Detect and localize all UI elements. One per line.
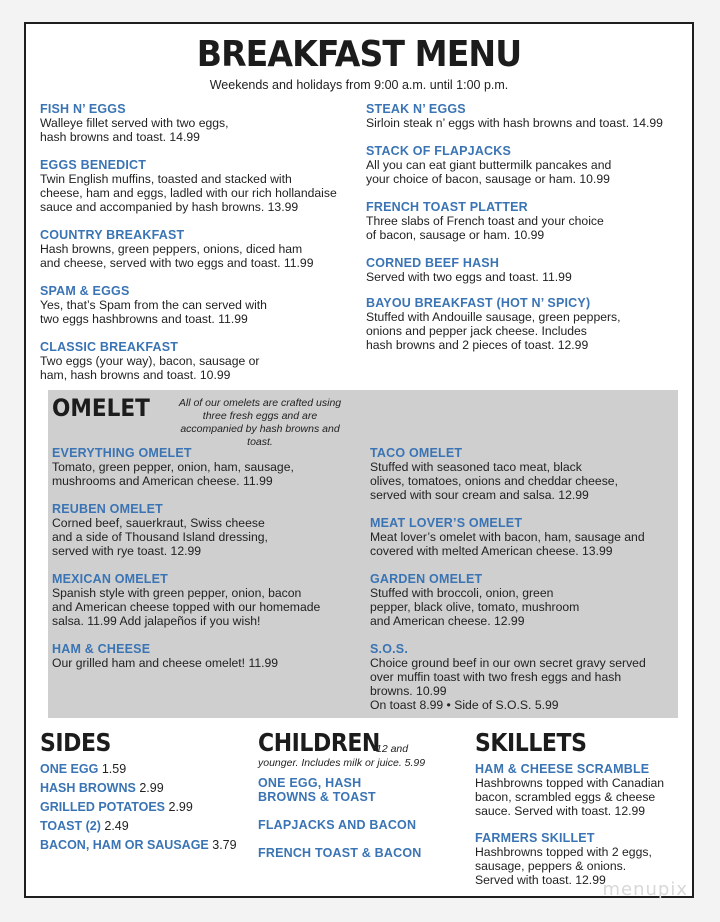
side-name: TOAST (2) [40, 819, 101, 833]
item-desc-line: hash browns and 2 pieces of toast. 12.99 [366, 338, 589, 352]
omelet-title: OMELET [52, 394, 150, 422]
menu-item-everything-omelet [52, 446, 294, 488]
item-desc-line: Spanish style with green pepper, onion, bacon [52, 586, 302, 600]
item-desc-line: Meat lover’s omelet with bacon, ham, sausage and [370, 530, 645, 544]
item-name: EVERYTHING OMELET [52, 446, 192, 460]
item-desc-line: Stuffed with broccoli, onion, green [370, 586, 554, 600]
item-name: CORNED BEEF HASH [366, 256, 500, 270]
item-desc-line: onions and pepper jack cheese. Includes [366, 324, 587, 338]
children-title: CHILDREN [258, 728, 380, 757]
menu-item-french-toast-platter [366, 200, 604, 242]
menu-item-sos [370, 642, 646, 712]
side-item [40, 819, 129, 833]
item-desc-line: sauce. Served with toast. 12.99 [475, 804, 646, 818]
menu-item-spam-and-eggs [40, 284, 267, 326]
children-item [258, 776, 376, 804]
item-desc-line: All you can eat giant buttermilk pancakes and [366, 158, 612, 172]
item-name: FARMERS SKILLET [475, 831, 595, 845]
item-desc-line: Sirloin steak n’ eggs with hash browns and toast. 14.99 [366, 116, 663, 130]
item-name: GARDEN OMELET [370, 572, 483, 586]
item-name: STACK OF FLAPJACKS [366, 144, 512, 158]
menu-item-steak-n-eggs [366, 102, 663, 130]
item-desc-line: Served with toast. 12.99 [475, 873, 606, 887]
side-price: 2.99 [168, 800, 193, 814]
item-name: TACO OMELET [370, 446, 463, 460]
item-desc-line: On toast 8.99 • Side of S.O.S. 5.99 [370, 698, 559, 712]
item-desc-line: Three slabs of French toast and your choice [366, 214, 604, 228]
item-name: FRENCH TOAST & BACON [258, 846, 422, 860]
item-name: FISH N’ EGGS [40, 102, 126, 116]
item-desc-line: covered with melted American cheese. 13.99 [370, 544, 613, 558]
item-desc-line: Corned beef, sauerkraut, Swiss cheese [52, 516, 265, 530]
item-desc-line: salsa. 11.99 Add jalapeños if you wish! [52, 614, 261, 628]
item-desc-line: Stuffed with seasoned taco meat, black [370, 460, 582, 474]
children-note: 12 and [376, 743, 409, 755]
item-desc-line: Two eggs (your way), bacon, sausage or [40, 354, 260, 368]
item-name: S.O.S. [370, 642, 409, 656]
menu-item-eggs-benedict [40, 158, 337, 214]
menu-item-classic-breakfast [40, 340, 260, 382]
side-item [40, 762, 126, 776]
item-desc-line: olives, tomatoes, onions and cheddar cheese, [370, 474, 618, 488]
side-name: BACON, HAM OR SAUSAGE [40, 838, 209, 852]
side-item [40, 781, 164, 795]
item-name: BROWNS & TOAST [258, 790, 376, 804]
item-name: HAM & CHEESE [52, 642, 151, 656]
item-name: MEAT LOVER’S OMELET [370, 516, 523, 530]
item-desc-line: Walleye fillet served with two eggs, [40, 116, 229, 130]
menu-item-stack-of-flapjacks [366, 144, 611, 186]
menu-item-fish-n-eggs [40, 102, 229, 144]
item-desc-line: sausage, peppers & onions. [475, 859, 627, 873]
item-desc-line: pepper, black olive, tomato, mushroom [370, 600, 580, 614]
item-name: REUBEN OMELET [52, 502, 163, 516]
item-desc-line: and a side of Thousand Island dressing, [52, 530, 268, 544]
item-desc-line: Stuffed with Andouille sausage, green peppers, [366, 310, 621, 324]
item-desc-line: and cheese, served with two eggs and toast. 11.99 [40, 256, 314, 270]
menu-item-garden-omelet [370, 572, 579, 628]
item-desc-line: served with rye toast. 12.99 [52, 544, 202, 558]
menu-hours: Weekends and holidays from 9:00 a.m. until 1:00 p.m. [209, 78, 509, 92]
item-desc-line: Hashbrowns topped with Canadian [475, 776, 665, 790]
side-item [40, 838, 237, 852]
menu-item-country-breakfast [40, 228, 314, 270]
omelet-section [48, 390, 678, 718]
item-desc-line: Served with two eggs and toast. 11.99 [366, 270, 572, 284]
menu-item-corned-beef-hash [366, 256, 572, 284]
side-item [40, 800, 193, 814]
menu-item-bayou-breakfast [366, 296, 621, 352]
item-desc-line: Hash browns, green peppers, onions, diced ham [40, 242, 303, 256]
children-item [258, 818, 416, 832]
item-name: SPAM & EGGS [40, 284, 130, 298]
side-name: ONE EGG [40, 762, 99, 776]
item-name: EGGS BENEDICT [40, 158, 147, 172]
menu-item-mexican-omelet [52, 572, 320, 628]
item-name: FRENCH TOAST PLATTER [366, 200, 528, 214]
item-desc-line: two eggs hashbrowns and toast. 11.99 [40, 312, 248, 326]
menu-page [24, 22, 694, 898]
item-desc-line: bacon, scrambled eggs & cheese [475, 790, 656, 804]
side-price: 2.49 [104, 819, 129, 833]
item-name: COUNTRY BREAKFAST [40, 228, 185, 242]
side-price: 3.79 [212, 838, 237, 852]
omelet-note: All of our omelets are crafted using three fresh eggs and are accompanied by hash browns and toast. [178, 397, 342, 448]
item-desc-line: over muffin toast with two fresh eggs and hash [370, 670, 622, 684]
item-desc-line: ham, hash browns and toast. 10.99 [40, 368, 231, 382]
item-name: HAM & CHEESE SCRAMBLE [475, 762, 650, 776]
menu-item-ham-cheese-scramble [475, 762, 664, 818]
item-desc-line: and American cheese topped with our homemade [52, 600, 321, 614]
item-name: FLAPJACKS AND BACON [258, 818, 417, 832]
item-desc-line: Hashbrowns topped with 2 eggs, [475, 845, 652, 859]
item-desc-line: cheese, ham and eggs, ladled with our rich hollandaise [40, 186, 337, 200]
item-desc-line: Twin English muffins, toasted and stacked with [40, 172, 292, 186]
item-name: CLASSIC BREAKFAST [40, 340, 179, 354]
menu-title: BREAKFAST MENU [196, 34, 522, 75]
item-desc-line: browns. 10.99 [370, 684, 447, 698]
item-desc-line: and American cheese. 12.99 [370, 614, 525, 628]
item-desc-line: your choice of bacon, sausage or ham. 10.99 [366, 172, 610, 186]
skillets-title: SKILLETS [475, 728, 587, 757]
item-desc-line: mushrooms and American cheese. 11.99 [52, 474, 273, 488]
item-desc-line: of bacon, sausage or ham. 10.99 [366, 228, 545, 242]
menu-item-ham-and-cheese-omelet [52, 642, 278, 670]
side-price: 1.59 [101, 762, 127, 776]
item-name: MEXICAN OMELET [52, 572, 168, 586]
item-desc-line: Choice ground beef in our own secret gravy served [370, 656, 646, 670]
side-price: 2.99 [139, 781, 164, 795]
children-item [258, 846, 422, 860]
sides-title: SIDES [40, 728, 111, 757]
side-name: HASH BROWNS [40, 781, 136, 795]
children-note: younger. Includes milk or juice. 5.99 [258, 757, 426, 769]
watermark-logo: menupix [602, 879, 688, 900]
item-desc-line: served with sour cream and salsa. 12.99 [370, 488, 589, 502]
item-desc-line: sauce and accompanied by hash browns. 13.99 [40, 200, 299, 214]
item-name: ONE EGG, HASH [258, 776, 362, 790]
item-desc-line: Tomato, green pepper, onion, ham, sausage, [52, 460, 294, 474]
menu-item-reuben-omelet [52, 502, 268, 558]
menu-item-taco-omelet [370, 446, 618, 502]
side-name: GRILLED POTATOES [40, 800, 166, 814]
item-desc-line: Yes, that’s Spam from the can served with [40, 298, 267, 312]
item-desc-line: Our grilled ham and cheese omelet! 11.99 [52, 656, 279, 670]
item-name: BAYOU BREAKFAST (HOT N’ SPICY) [366, 296, 591, 310]
item-desc-line: hash browns and toast. 14.99 [40, 130, 200, 144]
item-name: STEAK N’ EGGS [366, 102, 466, 116]
menu-item-meat-lovers-omelet [370, 516, 645, 558]
